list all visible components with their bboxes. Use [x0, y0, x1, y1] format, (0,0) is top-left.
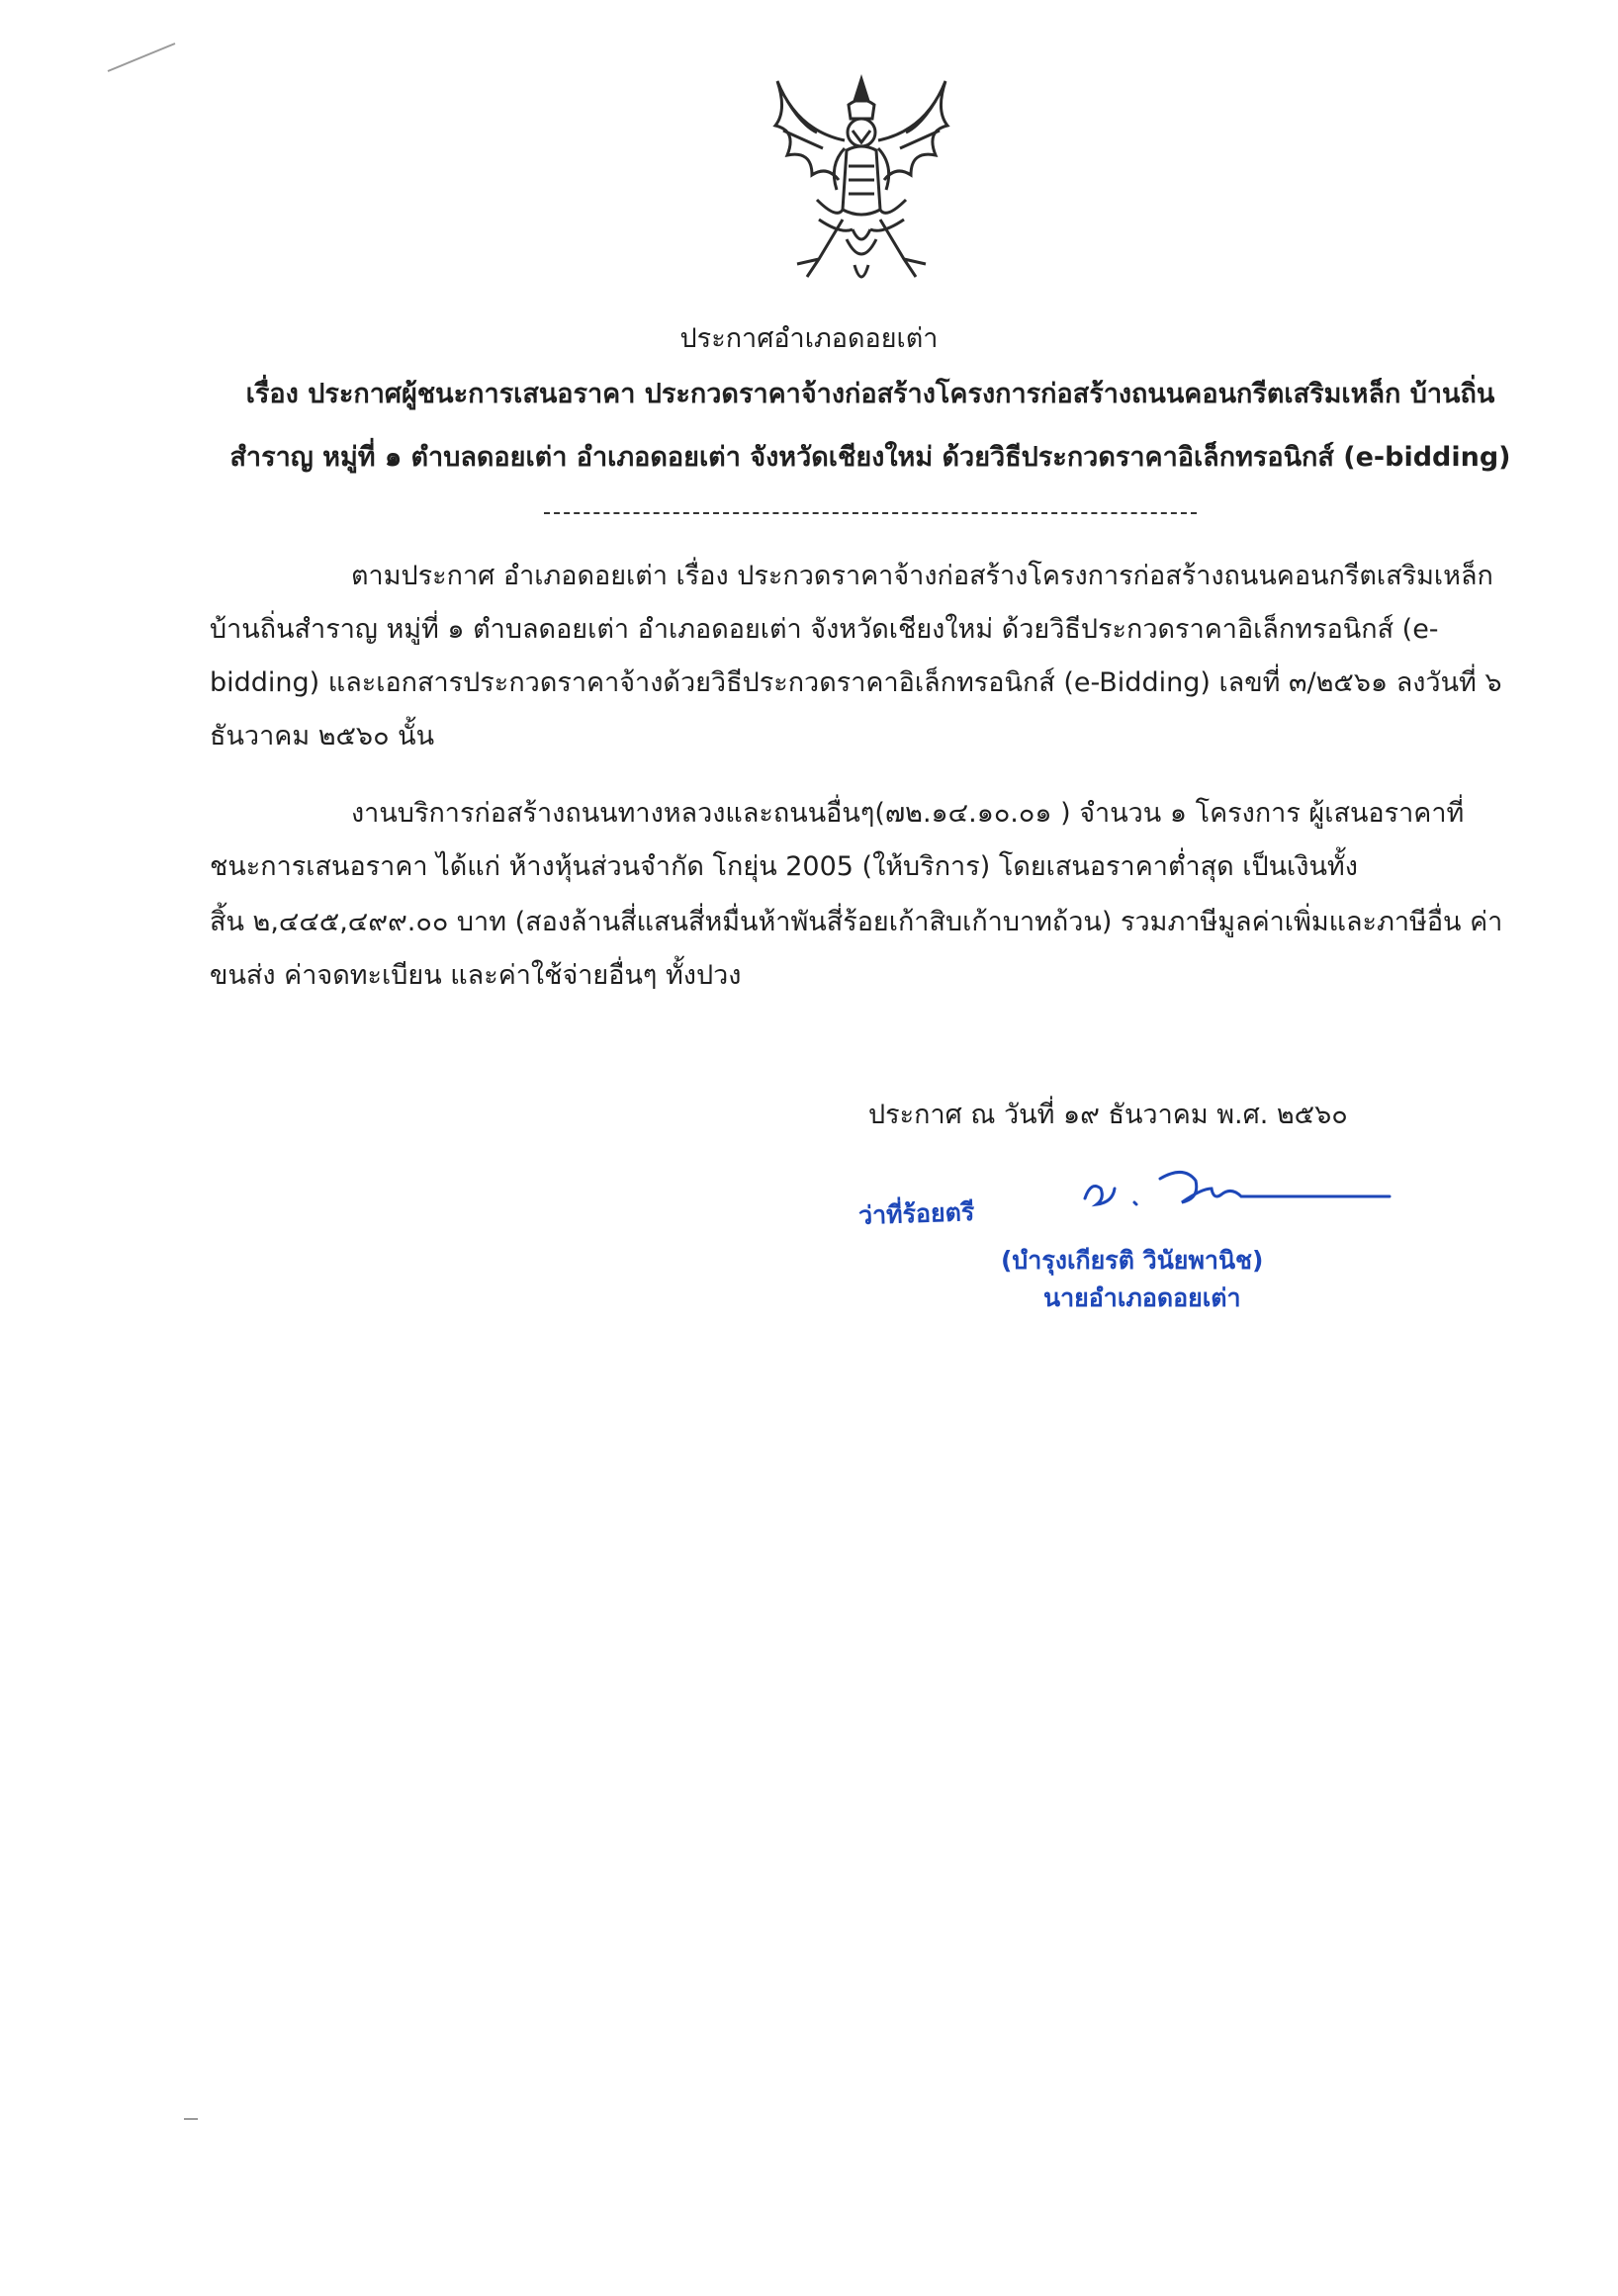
subject-line-2: สำราญ หมู่ที่ ๑ ตำบลดอยเต่า อำเภอดอยเต่า จังหวัดเชียงใหม่ ด้วยวิธีประกวดราคาอิเล็กทรอนิกส์ (e-bidding): [229, 442, 1511, 473]
garuda-emblem-icon: [758, 71, 965, 299]
handwritten-signature: [1073, 1159, 1399, 1228]
announcement-date: ประกาศ ณ วันที่ ๑๙ ธันวาคม พ.ศ. ๒๕๖๐: [868, 1100, 1348, 1130]
signer-name-stamp: (บำรุงเกียรติ วินัยพานิช): [1001, 1246, 1264, 1275]
scan-speck: [184, 2118, 198, 2120]
pen-stroke-mark: [104, 38, 183, 77]
announcer-heading: ประกาศอำเภอดอยเต่า: [679, 323, 939, 354]
subject-line-1: เรื่อง ประกาศผู้ชนะการเสนอราคา ประกวดราคาจ้างก่อสร้างโครงการก่อสร้างถนนคอนกรีตเสริมเหล็ก บ้านถิ่น: [245, 379, 1495, 409]
paragraph-2-line-4: ขนส่ง ค่าจดทะเบียน และค่าใช้จ่ายอื่นๆ ทั้งปวง: [210, 960, 742, 991]
paragraph-1-line-3: bidding) และเอกสารประกวดราคาจ้างด้วยวิธีประกวดราคาอิเล็กทรอนิกส์ (e-Bidding) เลขที่ ๓/๒๕๖๑ ลงวันที่ ๖: [210, 667, 1502, 698]
dashed-divider: [544, 512, 1197, 514]
paragraph-2-line-3: สิ้น ๒,๔๔๕,๔๙๙.๐๐ บาท (สองล้านสี่แสนสี่หมื่นห้าพันสี่ร้อยเก้าสิบเก้าบาทถ้วน) รวมภาษีมูลค่าเพิ่มและภาษีอื่น ค่า: [210, 907, 1503, 937]
paragraph-2-line-1: งานบริการก่อสร้างถนนทางหลวงและถนนอื่นๆ(๗๒.๑๔.๑๐.๐๑ ) จำนวน ๑ โครงการ ผู้เสนอราคาที่: [351, 798, 1465, 829]
signer-title-stamp: นายอำเภอดอยเต่า: [1043, 1283, 1241, 1312]
paragraph-1-line-2: บ้านถิ่นสำราญ หมู่ที่ ๑ ตำบลดอยเต่า อำเภอดอยเต่า จังหวัดเชียงใหม่ ด้วยวิธีประกวดราคาอิเล็กทรอนิกส์ (e-: [210, 614, 1439, 645]
paragraph-1-line-1: ตามประกาศ อำเภอดอยเต่า เรื่อง ประกวดราคาจ้างก่อสร้างโครงการก่อสร้างถนนคอนกรีตเสริมเหล็ก: [351, 561, 1493, 591]
paragraph-1-line-4: ธันวาคม ๒๕๖๐ นั้น: [210, 721, 435, 751]
signer-rank-stamp: ว่าที่ร้อยตรี: [857, 1196, 975, 1231]
paragraph-2-line-2: ชนะการเสนอราคา ได้แก่ ห้างหุ้นส่วนจำกัด โกยุ่น 2005 (ให้บริการ) โดยเสนอราคาต่ำสุด เป็นเงินทั้ง: [210, 851, 1358, 882]
